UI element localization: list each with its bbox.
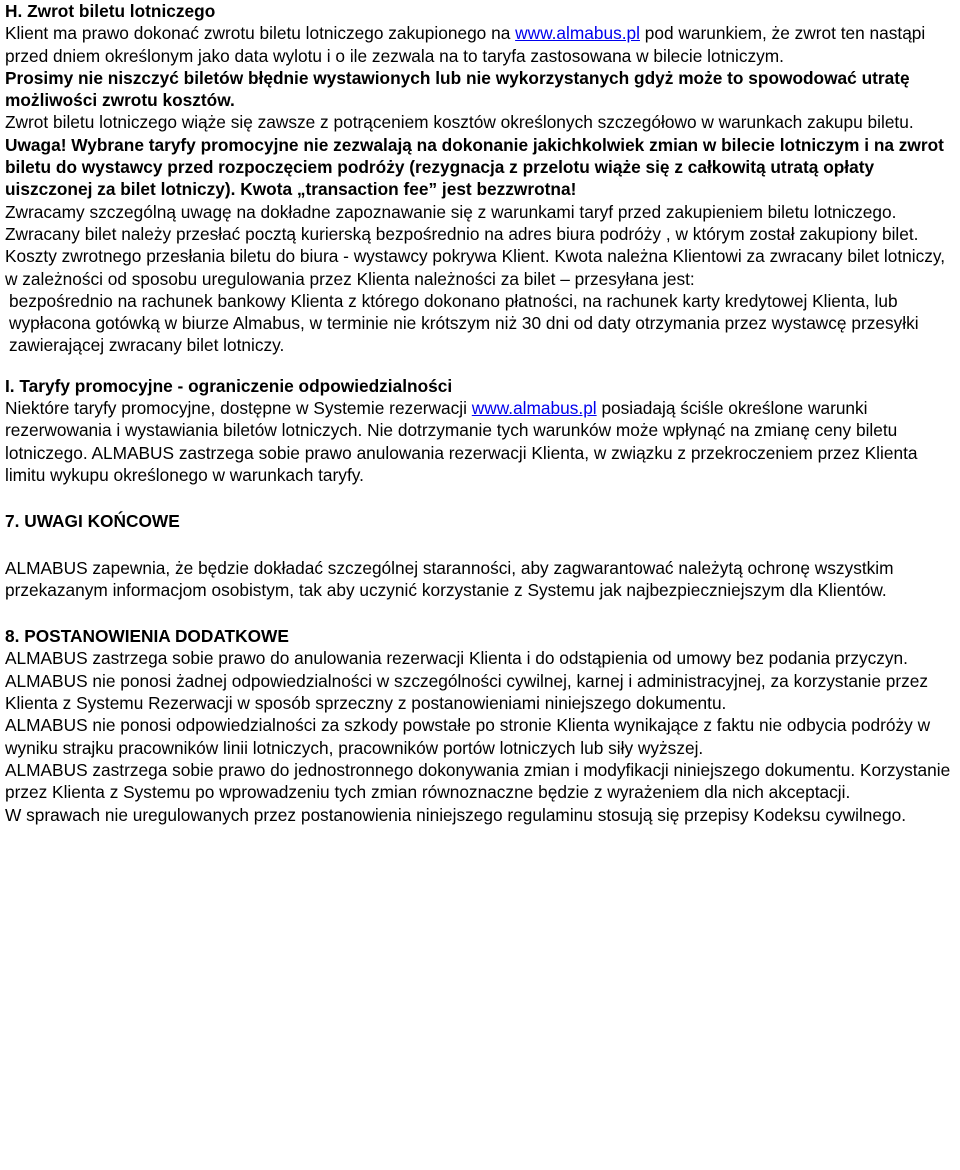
section-i-p1-text-after: posiadają ściśle określone warunki rezerwowania i wystawiania biletów lotniczych. Nie dotrzymanie tych warunków może wpłynąć na zmianę ceny biletu lotniczego. ALMABUS zastrzega sobie prawo anulowania rezerwacji Klienta, w związku z przekroczeniem przez Klienta limitu wykupu określonego w warunkach taryfy.	[5, 398, 918, 485]
section-h-warning: Uwaga! Wybrane taryfy promocyjne nie zezwalają na dokonanie jakichkolwiek zmian w bilecie lotniczym i na zwrot biletu do wystawcy przed rozpoczęciem podróży (rezygnacja z przelotu wiąże się z całkowitą utratą opłaty uiszczonej za bilet lotniczy). Kwota „transaction fee” jest bezzwrotna!	[5, 134, 944, 200]
section-8-paragraph-2: ALMABUS nie ponosi odpowiedzialności za szkody powstałe po stronie Klienta wynikające z faktu nie odbycia podróży w wyniku strajku pracowników linii lotniczych, pracowników portów lotniczych lub siły wyższej.	[5, 715, 931, 758]
section-h-p1-text-after: pod warunkiem, że zwrot ten nastąpi przed dniem określonym jako data wylotu i o ile zezwala na to taryfa zastosowana w bilecie lotniczym.	[5, 23, 926, 66]
spacer	[5, 486, 955, 510]
section-i-paragraph-1	[5, 397, 955, 486]
section-8-paragraph-4: W sprawach nie uregulowanych przez postanowienia niniejszego regulaminu stosują się przepisy Kodeksu cywilnego.	[5, 804, 907, 825]
section-h-title: H. Zwrot biletu lotniczego	[5, 1, 216, 21]
section-8-title: 8. POSTANOWIENIA DODATKOWE	[5, 626, 289, 647]
spacer	[5, 357, 955, 375]
section-h-paragraph-6: Zwracany bilet należy przesłać pocztą kurierską bezpośrednio na adres biura podróży , w którym został zakupiony bilet. Koszty zwrotnego przesłania biletu do biura - wystawcy pokrywa Klient. Kwota należna Klientowi za zwracany bilet lotniczy, w zależności od sposobu uregulowania przez Klienta należności za bilet – przesyłana jest:	[5, 223, 946, 289]
section-i-title: I. Taryfy promocyjne - ograniczenie odpowiedzialności	[5, 375, 453, 396]
section-8-paragraph-1: ALMABUS zastrzega sobie prawo do anulowania rezerwacji Klienta i do odstąpienia od umowy bez podania przyczyn. ALMABUS nie ponosi żadnej odpowiedzialności w szczególności cywilnej, karnej i administracyjnej, za korzystanie przez Klienta z Systemu Rezerwacji w sposób sprzeczny z postanowieniami niniejszego dokumentu.	[5, 648, 929, 714]
section-h-paragraph-2: Prosimy nie niszczyć biletów błędnie wystawionych lub nie wykorzystanych gdyż może to spowodować utratę możliwości zwrotu kosztów.	[5, 67, 910, 111]
section-h-paragraph-3: Zwrot biletu lotniczego wiąże się zawsze z potrąceniem kosztów określonych szczegółowo w warunkach zakupu biletu.	[5, 112, 914, 133]
section-8-paragraph-3: ALMABUS zastrzega sobie prawo do jednostronnego dokonywania zmian i modyfikacji niniejszego dokumentu. Korzystanie przez Klienta z Systemu po wprowadzeniu tych zmian równoznaczne będzie z wyrażeniem dla nich akceptacji.	[5, 759, 951, 803]
almabus-link[interactable]: www.almabus.pl	[515, 23, 640, 44]
section-7-paragraph-1: ALMABUS zapewnia, że będzie dokładać szczególnej staranności, aby zagwarantować należytą ochronę wszystkim przekazanym informacjom osobistym, tak aby uczynić korzystanie z Systemu jak najbezpieczniejszym dla Klientów.	[5, 557, 894, 600]
spacer	[5, 601, 955, 625]
section-h-paragraph-5: Zwracamy szczególną uwagę na dokładne zapoznawanie się z warunkami taryf przed zakupieniem biletu lotniczego.	[5, 201, 897, 222]
almabus-link-2[interactable]: www.almabus.pl	[471, 398, 597, 419]
section-h-paragraph-1	[5, 22, 955, 67]
section-h-p1-text: Klient ma prawo dokonać zwrotu biletu lotniczego zakupionego na	[5, 23, 516, 44]
spacer	[5, 533, 955, 557]
section-7-title: 7. UWAGI KOŃCOWE	[5, 511, 180, 532]
section-i-p1-text: Niektóre taryfy promocyjne, dostępne w Systemie rezerwacji	[5, 398, 472, 419]
section-h-paragraph-7: bezpośrednio na rachunek bankowy Klienta z którego dokonano płatności, na rachunek karty kredytowej Klienta, lub wypłacona gotówką w biurze Almabus, w terminie nie krótszym niż 30 dni od daty otrzymania przez wystawcę przesyłki zawierającej zwracany bilet lotniczy.	[9, 290, 919, 356]
